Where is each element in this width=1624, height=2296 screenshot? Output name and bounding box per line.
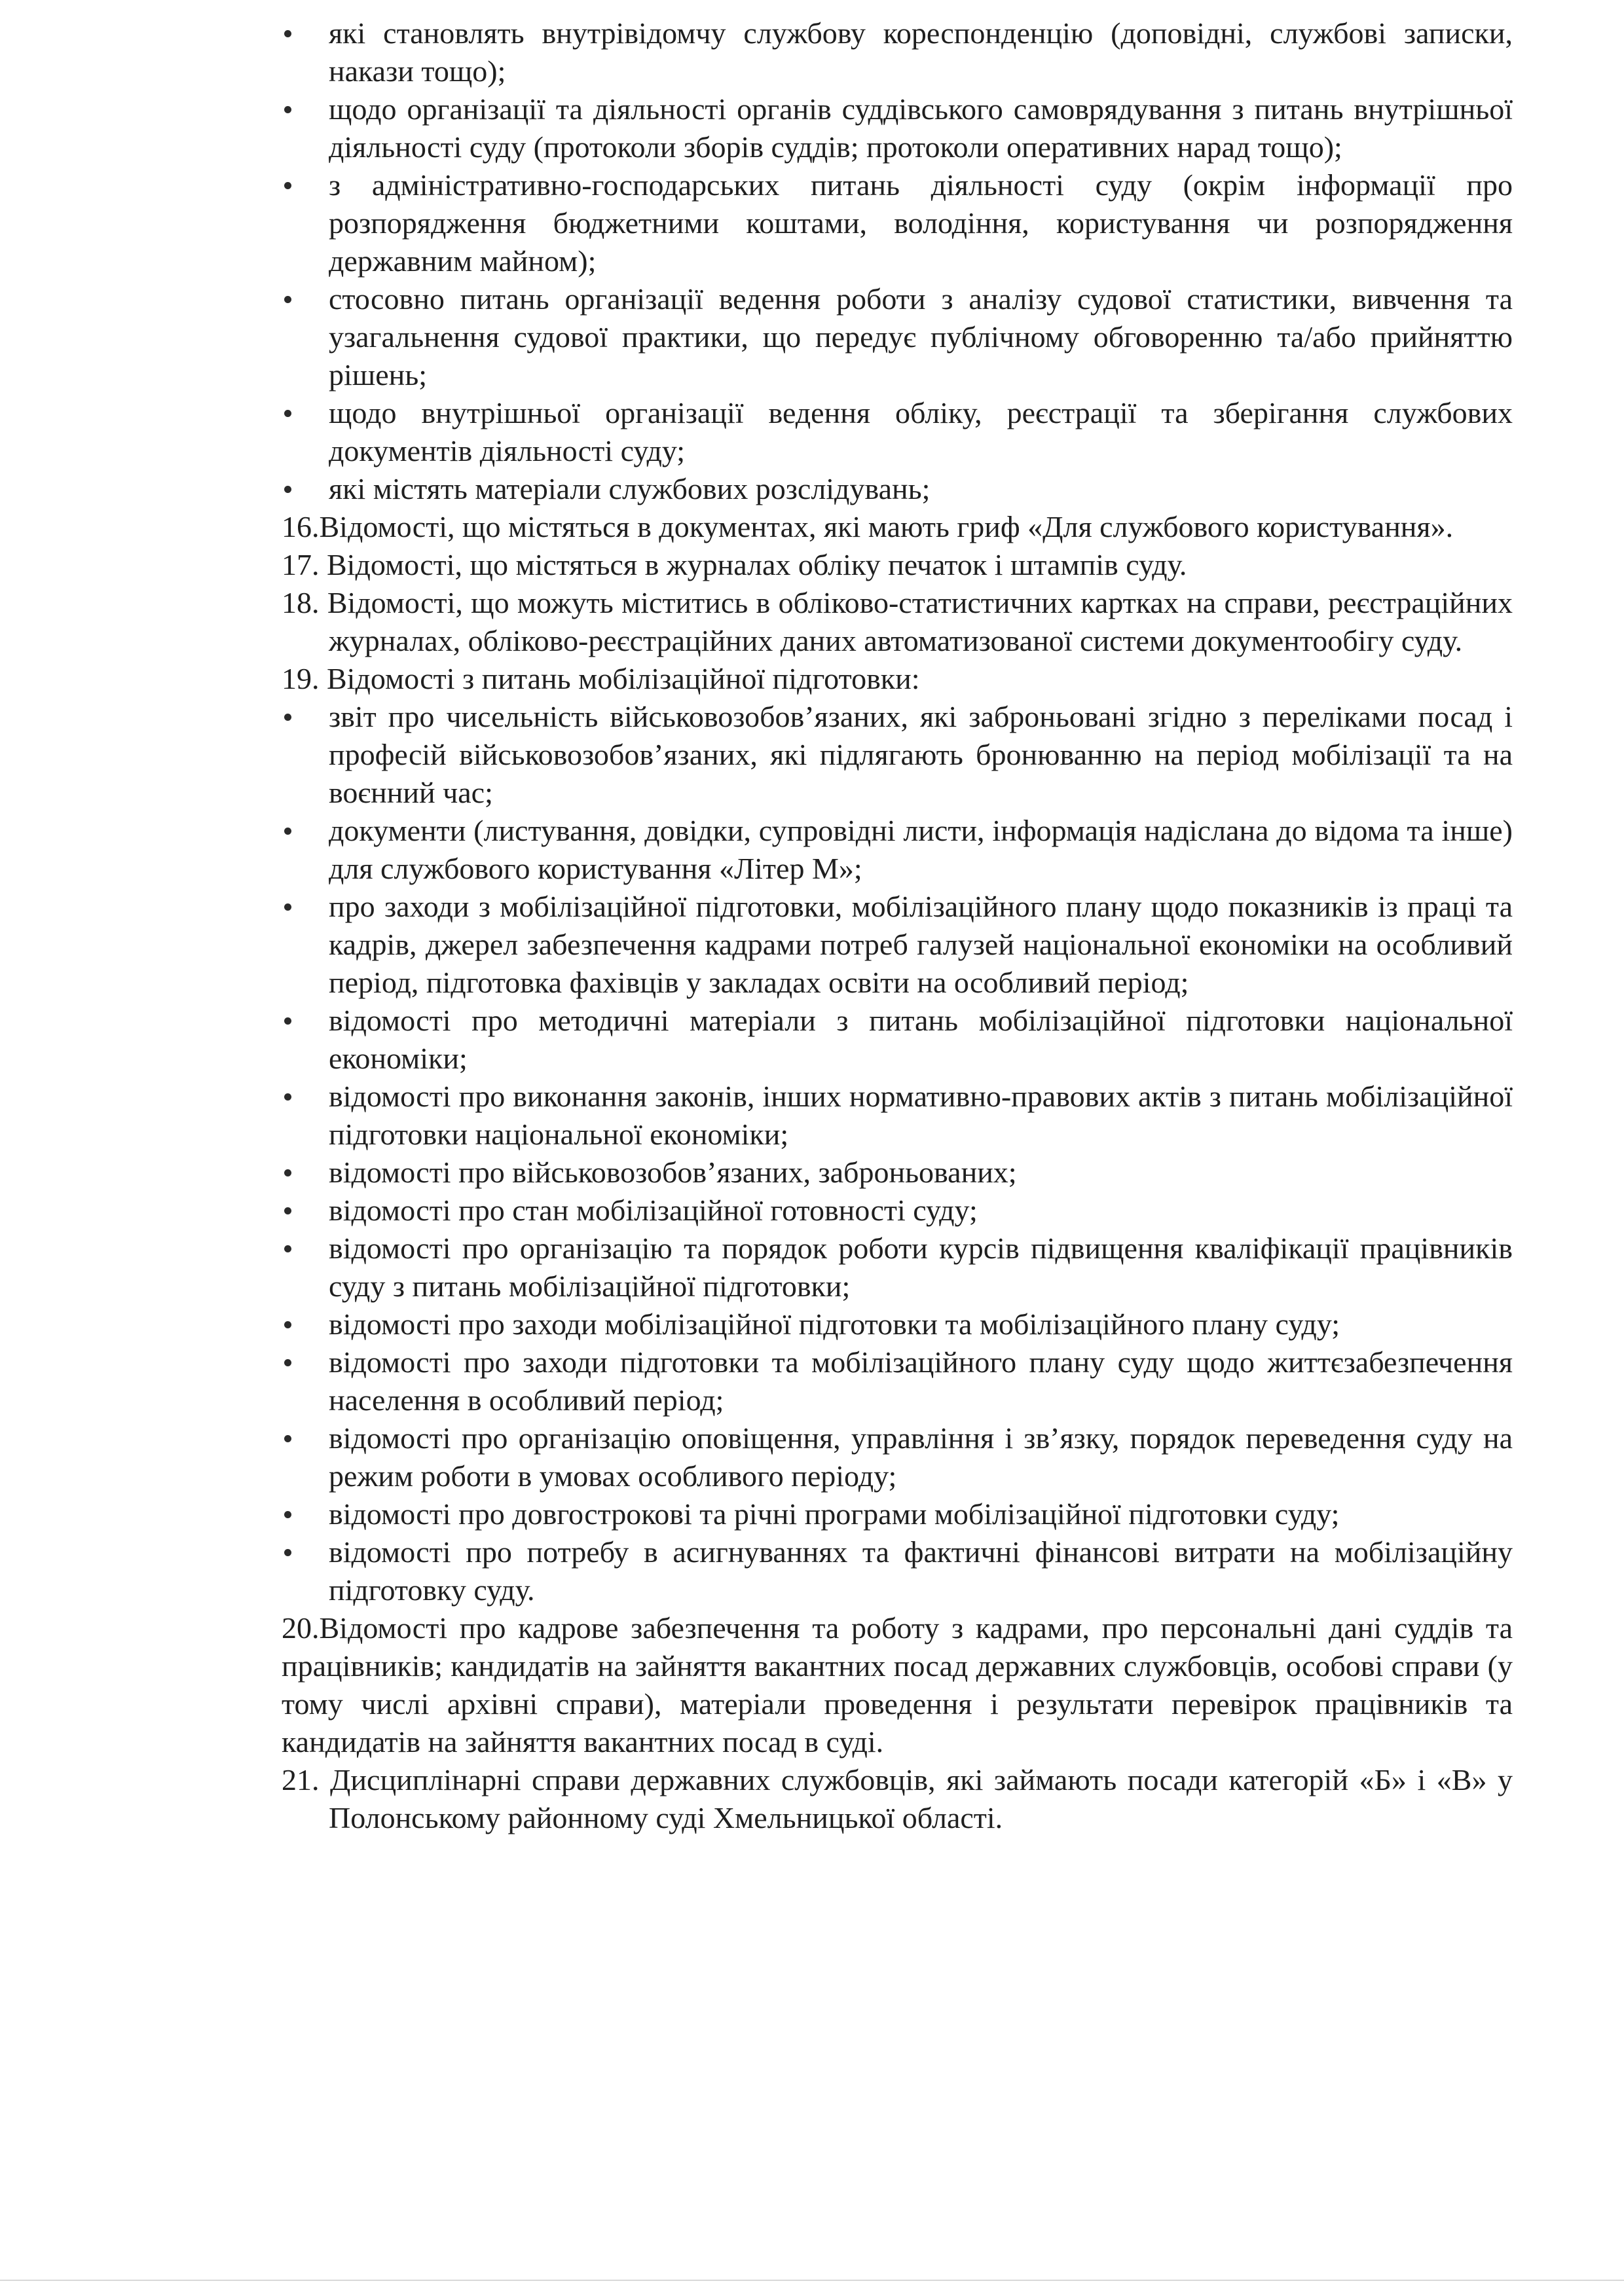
list-item <box>282 394 1513 470</box>
list-item <box>282 1230 1513 1305</box>
list-item <box>282 1419 1513 1495</box>
list-item <box>282 90 1513 166</box>
bullet-icon <box>284 1207 291 1214</box>
list-item-text: відомості про методичні матеріали з питань мобілізаційної підготовки національної економіки; <box>329 1004 1513 1075</box>
numbered-item-21: 21. Дисциплінарні справи державних службовців, які займають посади категорій «Б» і «В» у Полонському районному суді Хмельницької області. <box>282 1763 1513 1834</box>
list-item <box>282 470 1513 508</box>
bullet-icon <box>284 1549 291 1556</box>
list-item-text: відомості про організацію та порядок роботи курсів підвищення кваліфікації працівників суду з питань мобілізаційної підготовки; <box>329 1231 1513 1303</box>
list-item-text: відомості про потребу в асигнуваннях та фактичні фінансові витрати на мобілізаційну підготовку суду. <box>329 1535 1513 1607</box>
numbered-item-18: 18. Відомості, що можуть міститись в обліково-статистичних картках на справи, реєстраційних журналах, обліково-реєстраційних даних автоматизованої системи документообігу суду. <box>282 586 1513 657</box>
numbered-item-19: 19. Відомості з питань мобілізаційної підготовки: <box>282 662 920 695</box>
numbered-item-17: 17. Відомості, що містяться в журналах обліку печаток і штампів суду. <box>282 548 1187 581</box>
list-item-text: відомості про стан мобілізаційної готовності суду; <box>329 1194 978 1227</box>
bullet-icon <box>284 714 291 721</box>
list-item-text: щодо внутрішньої організації ведення обліку, реєстрації та зберігання службових документів діяльності суду; <box>329 396 1513 467</box>
list-item-text: звіт про чисельність військовозобов’язаних, які заброньовані згідно з переліками посад і професій військовозобов’язаних, які підлягають бронюванню на період мобілізації та на воєнний час; <box>329 700 1513 809</box>
list-item <box>282 812 1513 888</box>
numbered-item-20: 20.Відомості про кадрове забезпечення та роботу з кадрами, про персональні дані суддів та працівників; кандидатів на зайняття вакантних посад державних службовців, особові справи (у тому числі архівні справи), матеріали проведення і результати перевірок працівників та кандидатів на зайняття вакантних посад в суді. <box>282 1611 1513 1758</box>
bullet-icon <box>284 1321 291 1328</box>
bullet-icon <box>284 410 291 417</box>
list-item-text: відомості про організацію оповіщення, управління і зв’язку, порядок переведення суду на режим роботи в умовах особливого періоду; <box>329 1421 1513 1493</box>
list-item <box>282 1343 1513 1419</box>
list-item-text: про заходи з мобілізаційної підготовки, мобілізаційного плану щодо показників із праці та кадрів, джерел забезпечення кадрами потреб галузей національної економіки на особливий період, підготовка фахівців у закладах освіти на особливий період; <box>329 890 1513 999</box>
list-item <box>282 1002 1513 1078</box>
bullet-icon <box>284 1017 291 1025</box>
list-item <box>282 1154 1513 1192</box>
list-item <box>282 1305 1513 1343</box>
list-item <box>282 1495 1513 1533</box>
bullet-icon <box>284 1435 291 1442</box>
bullet-icon <box>284 182 291 189</box>
list-item-text: стосовно питань організації ведення роботи з аналізу судової статистики, вивчення та узагальнення судової практики, що передує публічному обговоренню та/або прийняттю рішень; <box>329 282 1513 392</box>
bullet-icon <box>284 296 291 303</box>
list-item-text: відомості про довгострокові та річні програми мобілізаційної підготовки суду; <box>329 1497 1340 1531</box>
bullet-icon <box>284 1245 291 1252</box>
numbered-item-16: 16.Відомості, що містяться в документах, які мають гриф «Для службового користування». <box>282 510 1454 543</box>
list-item <box>282 280 1513 394</box>
bullet-icon <box>284 30 291 37</box>
document-body <box>282 14 1513 1837</box>
list-item <box>282 1078 1513 1154</box>
list-item <box>282 166 1513 280</box>
list-item-text: які містять матеріали службових розслідувань; <box>329 472 931 505</box>
list-item <box>282 1533 1513 1609</box>
page-bottom-rule <box>0 2280 1624 2281</box>
bullet-icon <box>284 1169 291 1176</box>
list-item <box>282 698 1513 812</box>
bullet-icon <box>284 903 291 911</box>
bullet-icon <box>284 1511 291 1518</box>
bullet-icon <box>284 486 291 493</box>
list-item-text: документи (листування, довідки, супровідні листи, інформація надіслана до відома та інше) для службового користування «Літер М»; <box>329 814 1513 885</box>
list-item <box>282 888 1513 1002</box>
list-item <box>282 1192 1513 1230</box>
list-item <box>282 14 1513 90</box>
list-item-text: які становлять внутрівідомчу службову кореспонденцію (доповідні, службові записки, накази тощо); <box>329 16 1513 88</box>
bullet-icon <box>284 1093 291 1101</box>
list-item-text: відомості про заходи підготовки та мобілізаційного плану суду щодо життєзабезпечення населення в особливий період; <box>329 1345 1513 1417</box>
list-item-text: відомості про заходи мобілізаційної підготовки та мобілізаційного плану суду; <box>329 1307 1340 1341</box>
bullet-icon <box>284 828 291 835</box>
list-item-text: відомості про виконання законів, інших нормативно-правових актів з питань мобілізаційної підготовки національної економіки; <box>329 1080 1513 1151</box>
bullet-icon <box>284 106 291 113</box>
list-item-text: з адміністративно-господарських питань діяльності суду (окрім інформації про розпорядження бюджетними коштами, володіння, користування чи розпорядження державним майном); <box>329 168 1513 278</box>
list-item-text: відомості про військовозобов’язаних, заброньованих; <box>329 1156 1017 1189</box>
bullet-icon <box>284 1359 291 1366</box>
list-item-text: щодо організації та діяльності органів суддівського самоврядування з питань внутрішньої діяльності суду (протоколи зборів суддів; протоколи оперативних нарад тощо); <box>329 92 1513 164</box>
